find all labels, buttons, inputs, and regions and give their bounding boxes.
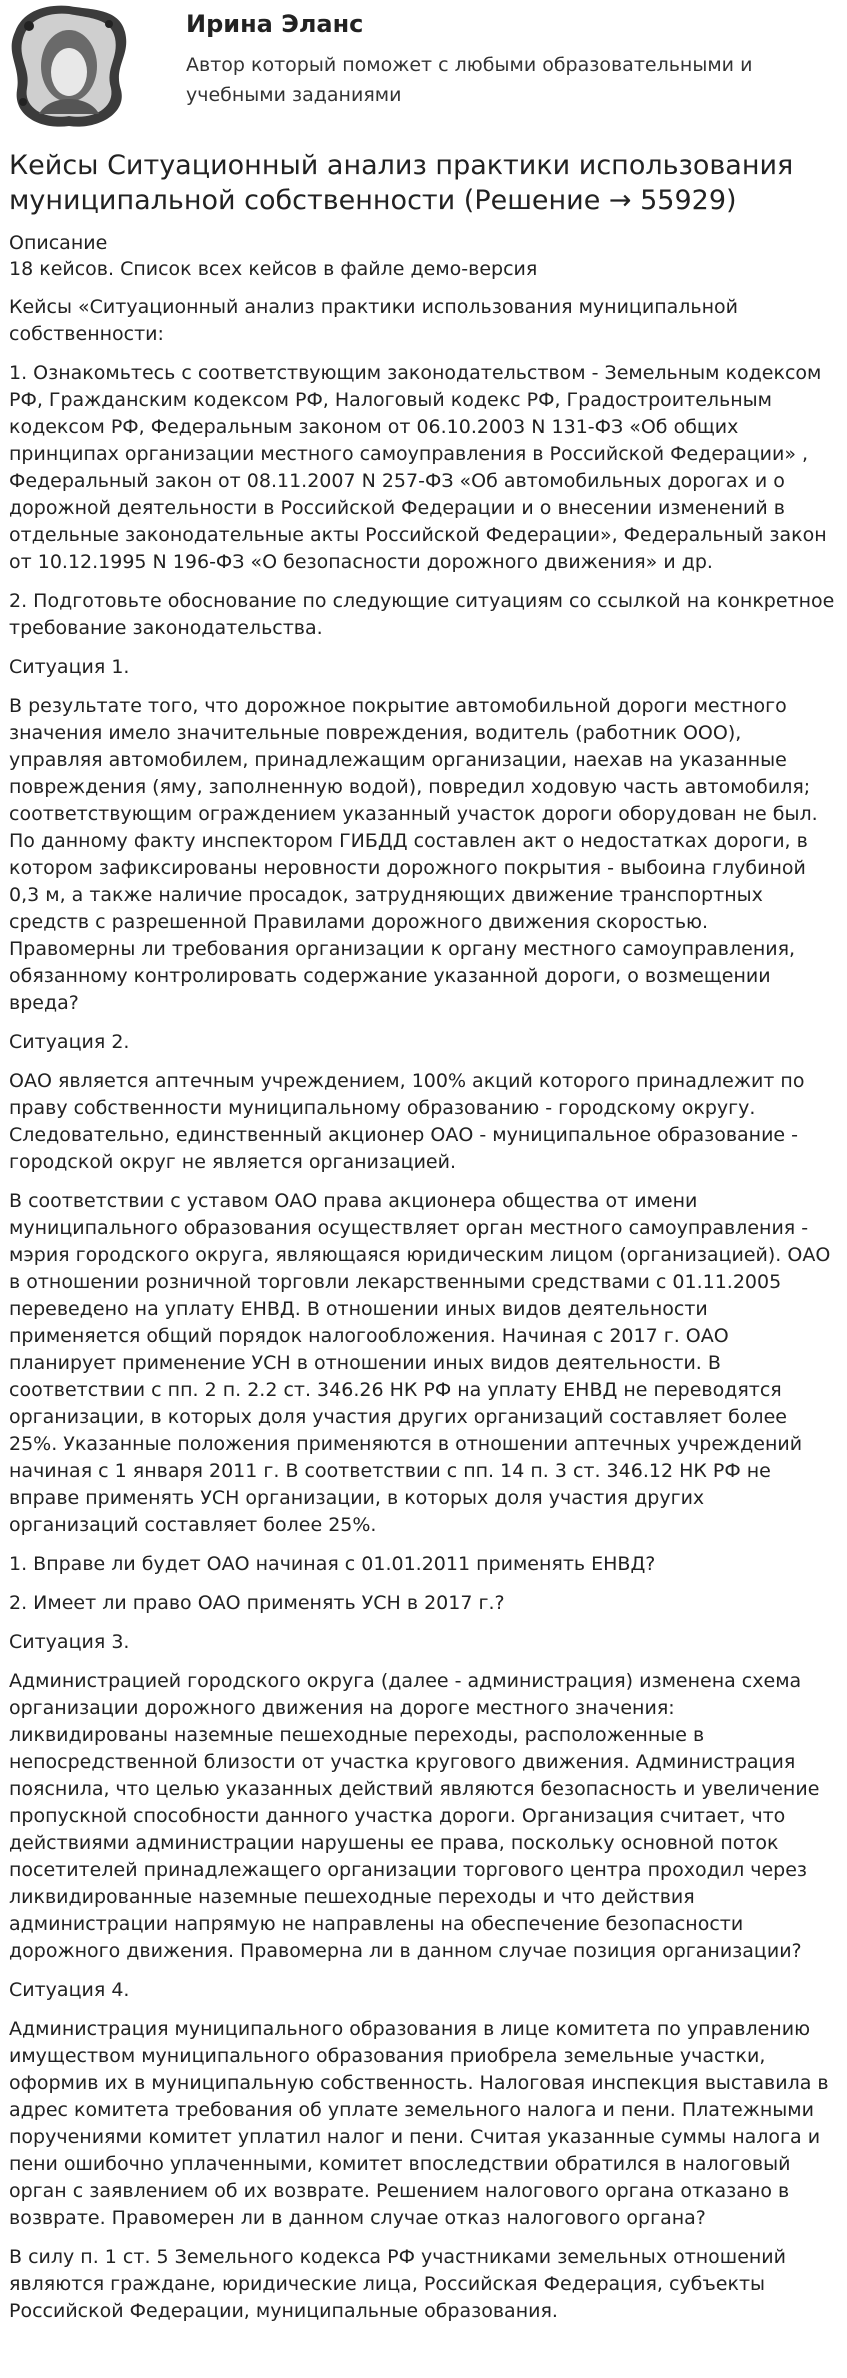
situation-heading: Ситуация 2.: [9, 1031, 130, 1053]
author-description: Автор который поможет с любыми образовательными и учебными заданиями: [186, 54, 753, 106]
author-avatar[interactable]: [9, 2, 129, 132]
description-count: 18 кейсов. Список всех кейсов в файле демо-версия: [9, 258, 538, 280]
paragraph: В силу п. 1 ст. 5 Земельного кодекса РФ участниками земельных отношений являются граждане, юридические лица, Российская Федерация, субъекты Российской Федерации, муниципальные образования.: [9, 2246, 786, 2322]
paragraph: 1. Ознакомьтесь с соответствующим законодательством - Земельным кодексом РФ, Гражданским кодексом РФ, Налоговый кодекс РФ, Градостроительным кодексом РФ, Федеральным законом от 06.10.2003 N 131-ФЗ «Об общих принципах организации местного самоуправления в Российской Федерации» , Федеральный закон от 08.11.2007 N 257-ФЗ «Об автомобильных дорогах и о дорожной деятельности в Российской Федерации и о внесении изменений в отдельные законодательные акты Российской Федерации», Федеральный закон от 10.12.1995 N 196-ФЗ «О безопасности дорожного движения» и др.: [9, 362, 827, 573]
case-text: [9, 294, 835, 2325]
situation-heading: Ситуация 3.: [9, 1631, 130, 1653]
paragraph: ОАО является аптечным учреждением, 100% акций которого принадлежит по праву собственности муниципальному образованию - городскому округу. Следовательно, единственный акционер ОАО - муниципальное образование - городской округ не является организацией.: [9, 1070, 805, 1173]
question: 1. Вправе ли будет ОАО начиная с 01.01.2011 применять ЕНВД?: [9, 1553, 656, 1575]
paragraph: Администрацией городского округа (далее - администрация) изменена схема организации дорожного движения на дороге местного значения: ликвидированы наземные пешеходные переходы, расположенные в непосредственной близости от участка кругового движения. Администрация пояснила, что целью указанных действий являются безопасность и увеличение пропускной способности данного участка дороги. Организация считает, что действиями администрации нарушены ее права, поскольку основной поток посетителей принадлежащего организации торгового центра проходил через ликвидированные наземные пешеходные переходы и что действия администрации напрямую не направлены на обеспечение безопасности дорожного движения. Правомерна ли в данном случае позиция организации?: [9, 1670, 820, 1962]
situation-heading: Ситуация 4.: [9, 1979, 130, 2001]
page-title: Кейсы Ситуационный анализ практики использования муниципальной собственности (Решение → 55929): [9, 150, 794, 216]
paragraph: 2. Подготовьте обоснование по следующие ситуациям со ссылкой на конкретное требование законодательства.: [9, 590, 835, 639]
paragraph: В результате того, что дорожное покрытие автомобильной дороги местного значения имело значительные повреждения, водитель (работник ООО), управляя автомобилем, принадлежащим организации, наехав на указанные повреждения (яму, заполненную водой), повредил ходовую часть автомобиля; соответствующим ограждением указанный участок дороги оборудован не был. По данному факту инспектором ГИБДД составлен акт о недостатках дороги, в котором зафиксированы неровности дорожного покрытия - выбоина глубиной 0,3 м, а также наличие просадок, затрудняющих движение транспортных средств с разрешенной Правилами дорожного движения скоростью. Правомерны ли требования организации к органу местного самоуправления, обязанному контролировать содержание указанной дороги, о возмещении вреда?: [9, 695, 818, 1014]
paragraph: В соответствии с уставом ОАО права акционера общества от имени муниципального образования осуществляет орган местного самоуправления - мэрия городского округа, являющаяся юридическим лицом (организацией). ОАО в отношении розничной торговли лекарственными средствами с 01.11.2005 переведено на уплату ЕНВД. В отношении иных видов деятельности применяется общий порядок налогообложения. Начиная с 2017 г. ОАО планирует применение УСН в отношении иных видов деятельности. В соответствии с пп. 2 п. 2.2 ст. 346.26 НК РФ на уплату ЕНВД не переводятся организации, в которых доля участия других организаций составляет более 25%. Указанные положения применяются в отношении аптечных учреждений начиная с 1 января 2011 г. В соответствии с пп. 14 п. 3 ст. 346.12 НК РФ не вправе применять УСН организации, в которых доля участия других организаций составляет более 25%.: [9, 1190, 831, 1536]
paragraph: Администрация муниципального образования в лице комитета по управлению имуществом муниципального образования приобрела земельные участки, оформив их в муниципальную собственность. Налоговая инспекция выставила в адрес комитета требования об уплате земельного налога и пени. Платежными поручениями комитет уплатил налог и пени. Считая указанные суммы налога и пени ошибочно уплаченными, комитет впоследствии обратился в налоговый орган с заявлением об их возврате. Решением налогового органа отказано в возврате. Правомерен ли в данном случае отказ налогового органа?: [9, 2018, 829, 2229]
author-block: [9, 0, 835, 140]
author-name[interactable]: Ирина Эланс: [186, 10, 364, 38]
question: 2. Имеет ли право ОАО применять УСН в 2017 г.?: [9, 1592, 505, 1614]
description-label: Описание: [9, 232, 108, 254]
situation-heading: Ситуация 1.: [9, 656, 130, 678]
paragraph: Кейсы «Ситуационный анализ практики использования муниципальной собственности:: [9, 296, 738, 345]
